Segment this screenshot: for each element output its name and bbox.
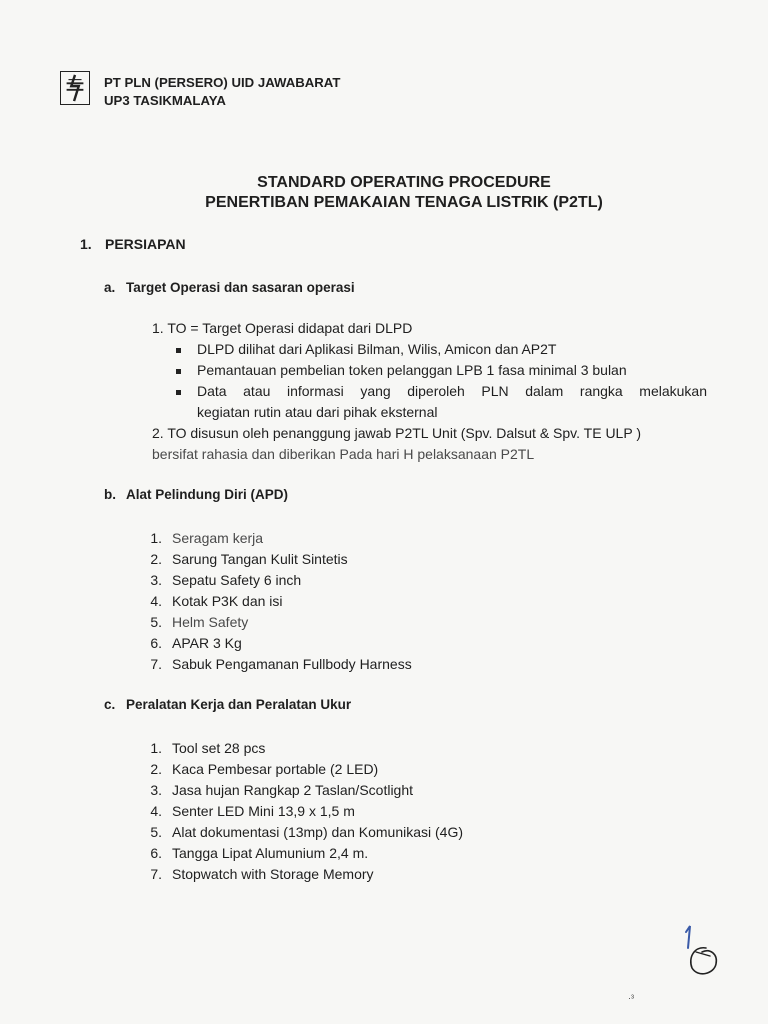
list-item: Senter LED Mini 13,9 x 1,5 m xyxy=(172,803,355,819)
list-number: 1. xyxy=(150,530,162,546)
subsection-a-heading: Target Operasi dan sasaran operasi xyxy=(126,280,355,295)
letterhead xyxy=(104,74,340,110)
list-item: Sarung Tangan Kulit Sintetis xyxy=(172,551,348,567)
list-number: 6. xyxy=(150,635,162,651)
list-item: Data atau informasi yang diperoleh PLN dalam rangka melakukan xyxy=(197,383,707,399)
section-number: 1. xyxy=(80,236,92,252)
bullet-icon xyxy=(176,369,181,374)
list-number: 7. xyxy=(150,866,162,882)
list-number: 3. xyxy=(150,782,162,798)
list-number: 3. xyxy=(150,572,162,588)
list-number: 4. xyxy=(150,803,162,819)
subsection-c-heading: Peralatan Kerja dan Peralatan Ukur xyxy=(126,697,352,712)
list-item-continuation: kegiatan rutin atau dari pihak eksternal xyxy=(197,404,438,420)
document-title-line1: STANDARD OPERATING PROCEDURE xyxy=(257,174,551,191)
list-number: 5. xyxy=(150,824,162,840)
list-item: Sepatu Safety 6 inch xyxy=(172,572,302,588)
list-item: Pemantauan pembelian token pelanggan LPB 1 fasa minimal 3 bulan xyxy=(197,362,627,378)
list-item: 2. TO disusun oleh penanggung jawab P2TL Unit (Spv. Dalsut & Spv. TE ULP ) xyxy=(152,425,641,441)
bullet-icon xyxy=(176,390,181,395)
subsection-b-marker: b. xyxy=(104,487,116,502)
list-number: 4. xyxy=(150,593,162,609)
list-item: Seragam kerja xyxy=(172,530,264,546)
subsection-c-marker: c. xyxy=(104,697,116,712)
list-number: 6. xyxy=(150,845,162,861)
list-item: DLPD dilihat dari Aplikasi Bilman, Wilis, Amicon dan AP2T xyxy=(197,341,557,357)
list-number: 1. xyxy=(150,740,162,756)
list-item: APAR 3 Kg xyxy=(172,635,242,651)
section-heading: PERSIAPAN xyxy=(105,236,186,252)
subsection-b-heading: Alat Pelindung Diri (APD) xyxy=(126,487,288,502)
list-item: Jasa hujan Rangkap 2 Taslan/Scotlight xyxy=(172,782,414,798)
pln-logo-icon xyxy=(60,71,90,105)
list-item: Tangga Lipat Alumunium 2,4 m. xyxy=(172,845,369,861)
list-item: Helm Safety xyxy=(172,614,249,630)
company-unit: UP3 TASIKMALAYA xyxy=(104,93,226,108)
handwritten-mark-icon xyxy=(676,918,724,978)
list-item: 1. TO = Target Operasi didapat dari DLPD xyxy=(152,320,413,336)
list-item-continuation: bersifat rahasia dan diberikan Pada hari H pelaksanaan P2TL xyxy=(152,446,535,462)
list-item: Stopwatch with Storage Memory xyxy=(172,866,374,882)
company-name: PT PLN (PERSERO) UID JAWABARAT xyxy=(104,75,341,90)
list-number: 5. xyxy=(150,614,162,630)
list-number: 2. xyxy=(150,551,162,567)
list-number: 2. xyxy=(150,761,162,777)
bullet-icon xyxy=(176,348,181,353)
list-item: Tool set 28 pcs xyxy=(172,740,266,756)
list-item: Alat dokumentasi (13mp) dan Komunikasi (4G) xyxy=(172,824,464,840)
list-item: Kaca Pembesar portable (2 LED) xyxy=(172,761,379,777)
list-item: Sabuk Pengamanan Fullbody Harness xyxy=(172,656,412,672)
list-number: 7. xyxy=(150,656,162,672)
document-title-line2: PENERTIBAN PEMAKAIAN TENAGA LISTRIK (P2TL) xyxy=(205,194,603,211)
subsection-a-marker: a. xyxy=(104,280,116,295)
footer-mark: ·³ xyxy=(628,993,634,1003)
list-item: Kotak P3K dan isi xyxy=(172,593,283,609)
